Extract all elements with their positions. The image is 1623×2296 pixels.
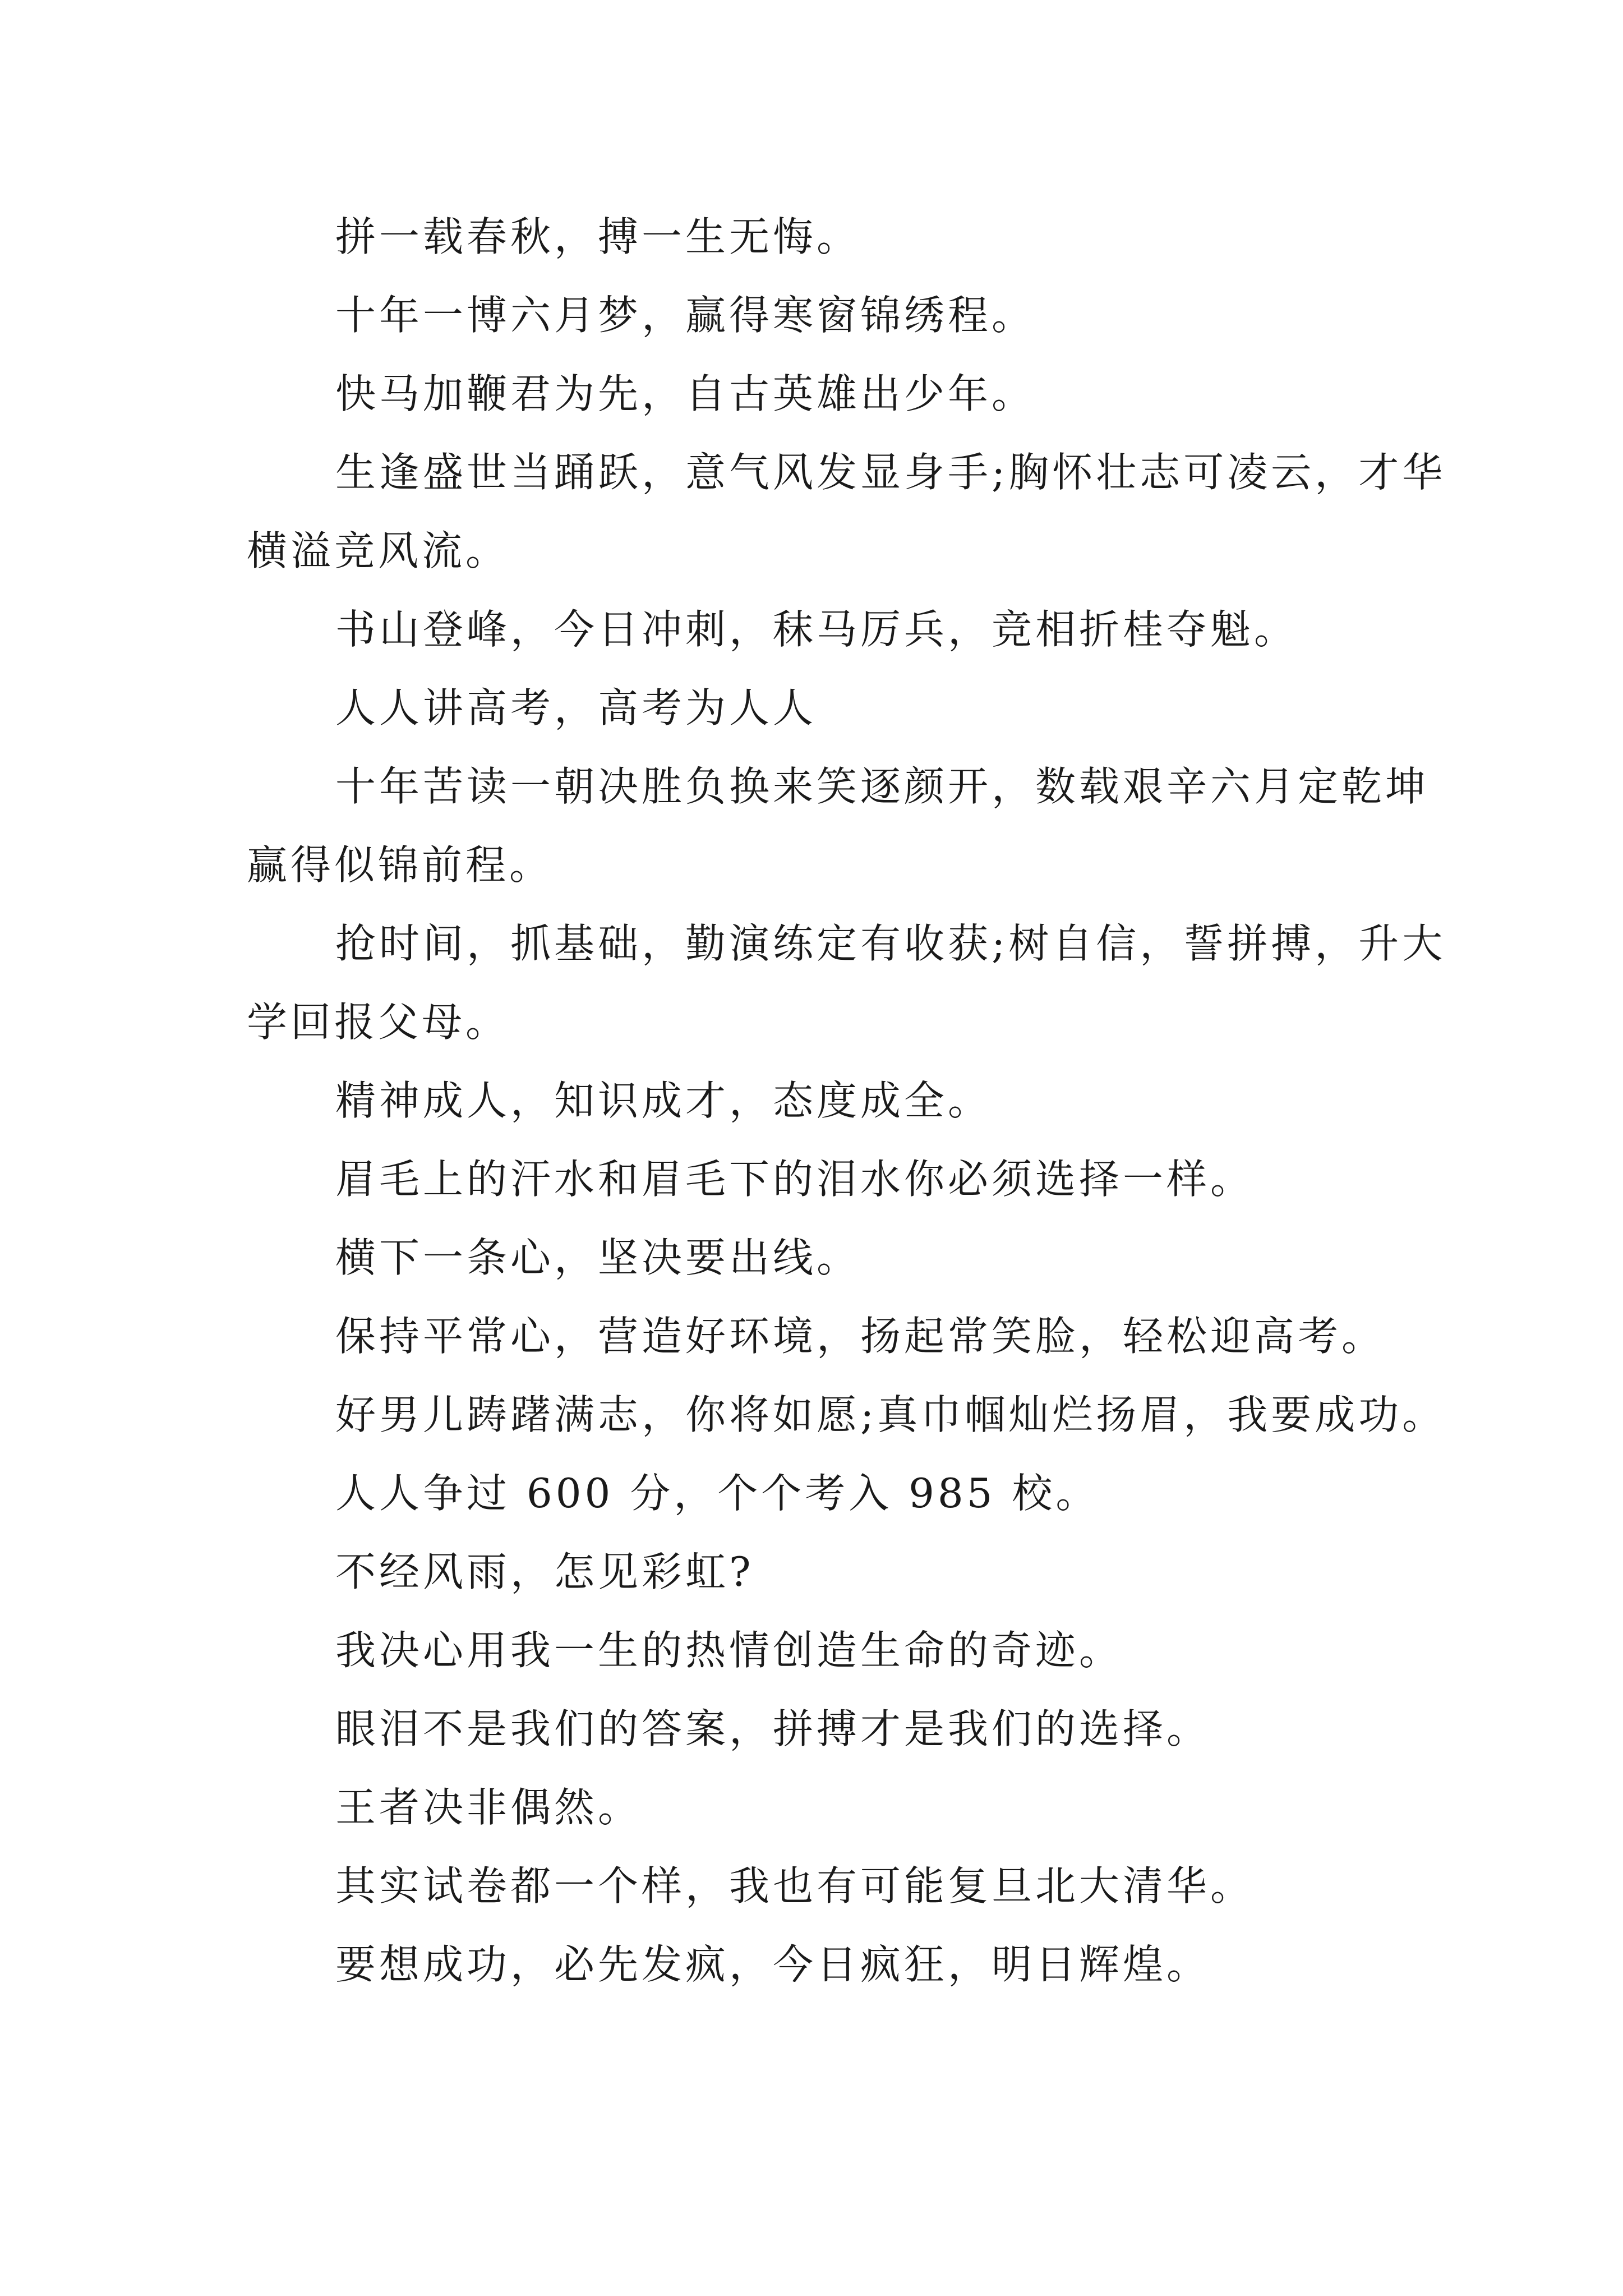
document-body	[247, 197, 1458, 2004]
paragraph: 不经风雨，怎见彩虹?	[335, 1548, 754, 1595]
paragraph: 保持平常心，营造好环境，扬起常笑脸，轻松迎高考。	[335, 1313, 1386, 1360]
paragraph: 王者决非偶然。	[335, 1784, 642, 1831]
paragraph: 好男儿踌躇满志，你将如愿;真巾帼灿烂扬眉，我要成功。	[335, 1391, 1446, 1438]
paragraph: 人人争过 600 分，个个考入 985 校。	[335, 1470, 1100, 1517]
paragraph: 生逢盛世当踊跃，意气风发显身手;胸怀壮志可凌云，才华横溢竞风流。	[247, 449, 1446, 574]
paragraph: 眼泪不是我们的答案，拼搏才是我们的选择。	[335, 1705, 1211, 1752]
paragraph: 眉毛上的汗水和眉毛下的泪水你必须选择一样。	[335, 1156, 1255, 1203]
paragraph: 横下一条心，坚决要出线。	[335, 1234, 861, 1281]
paragraph: 精神成人，知识成才，态度成全。	[335, 1077, 992, 1124]
paragraph: 我决心用我一生的热情创造生命的奇迹。	[335, 1627, 1123, 1674]
paragraph: 其实试卷都一个样，我也有可能复旦北大清华。	[335, 1862, 1255, 1910]
paragraph: 书山登峰，今日冲刺，秣马厉兵，竞相折桂夺魁。	[335, 606, 1298, 653]
paragraph: 快马加鞭君为先，自古英雄出少年。	[335, 370, 1036, 417]
paragraph: 人人讲高考，高考为人人	[335, 684, 817, 731]
paragraph: 十年苦读一朝决胜负换来笑逐颜开，数载艰辛六月定乾坤赢得似锦前程。	[247, 763, 1430, 889]
paragraph: 拼一载春秋，搏一生无悔。	[335, 213, 861, 260]
paragraph: 十年一博六月梦，赢得寒窗锦绣程。	[335, 292, 1036, 339]
paragraph: 抢时间，抓基础，勤演练定有收获;树自信，誓拼搏，升大学回报父母。	[247, 920, 1446, 1046]
paragraph: 要想成功，必先发疯，今日疯狂，明日辉煌。	[335, 1941, 1211, 1988]
